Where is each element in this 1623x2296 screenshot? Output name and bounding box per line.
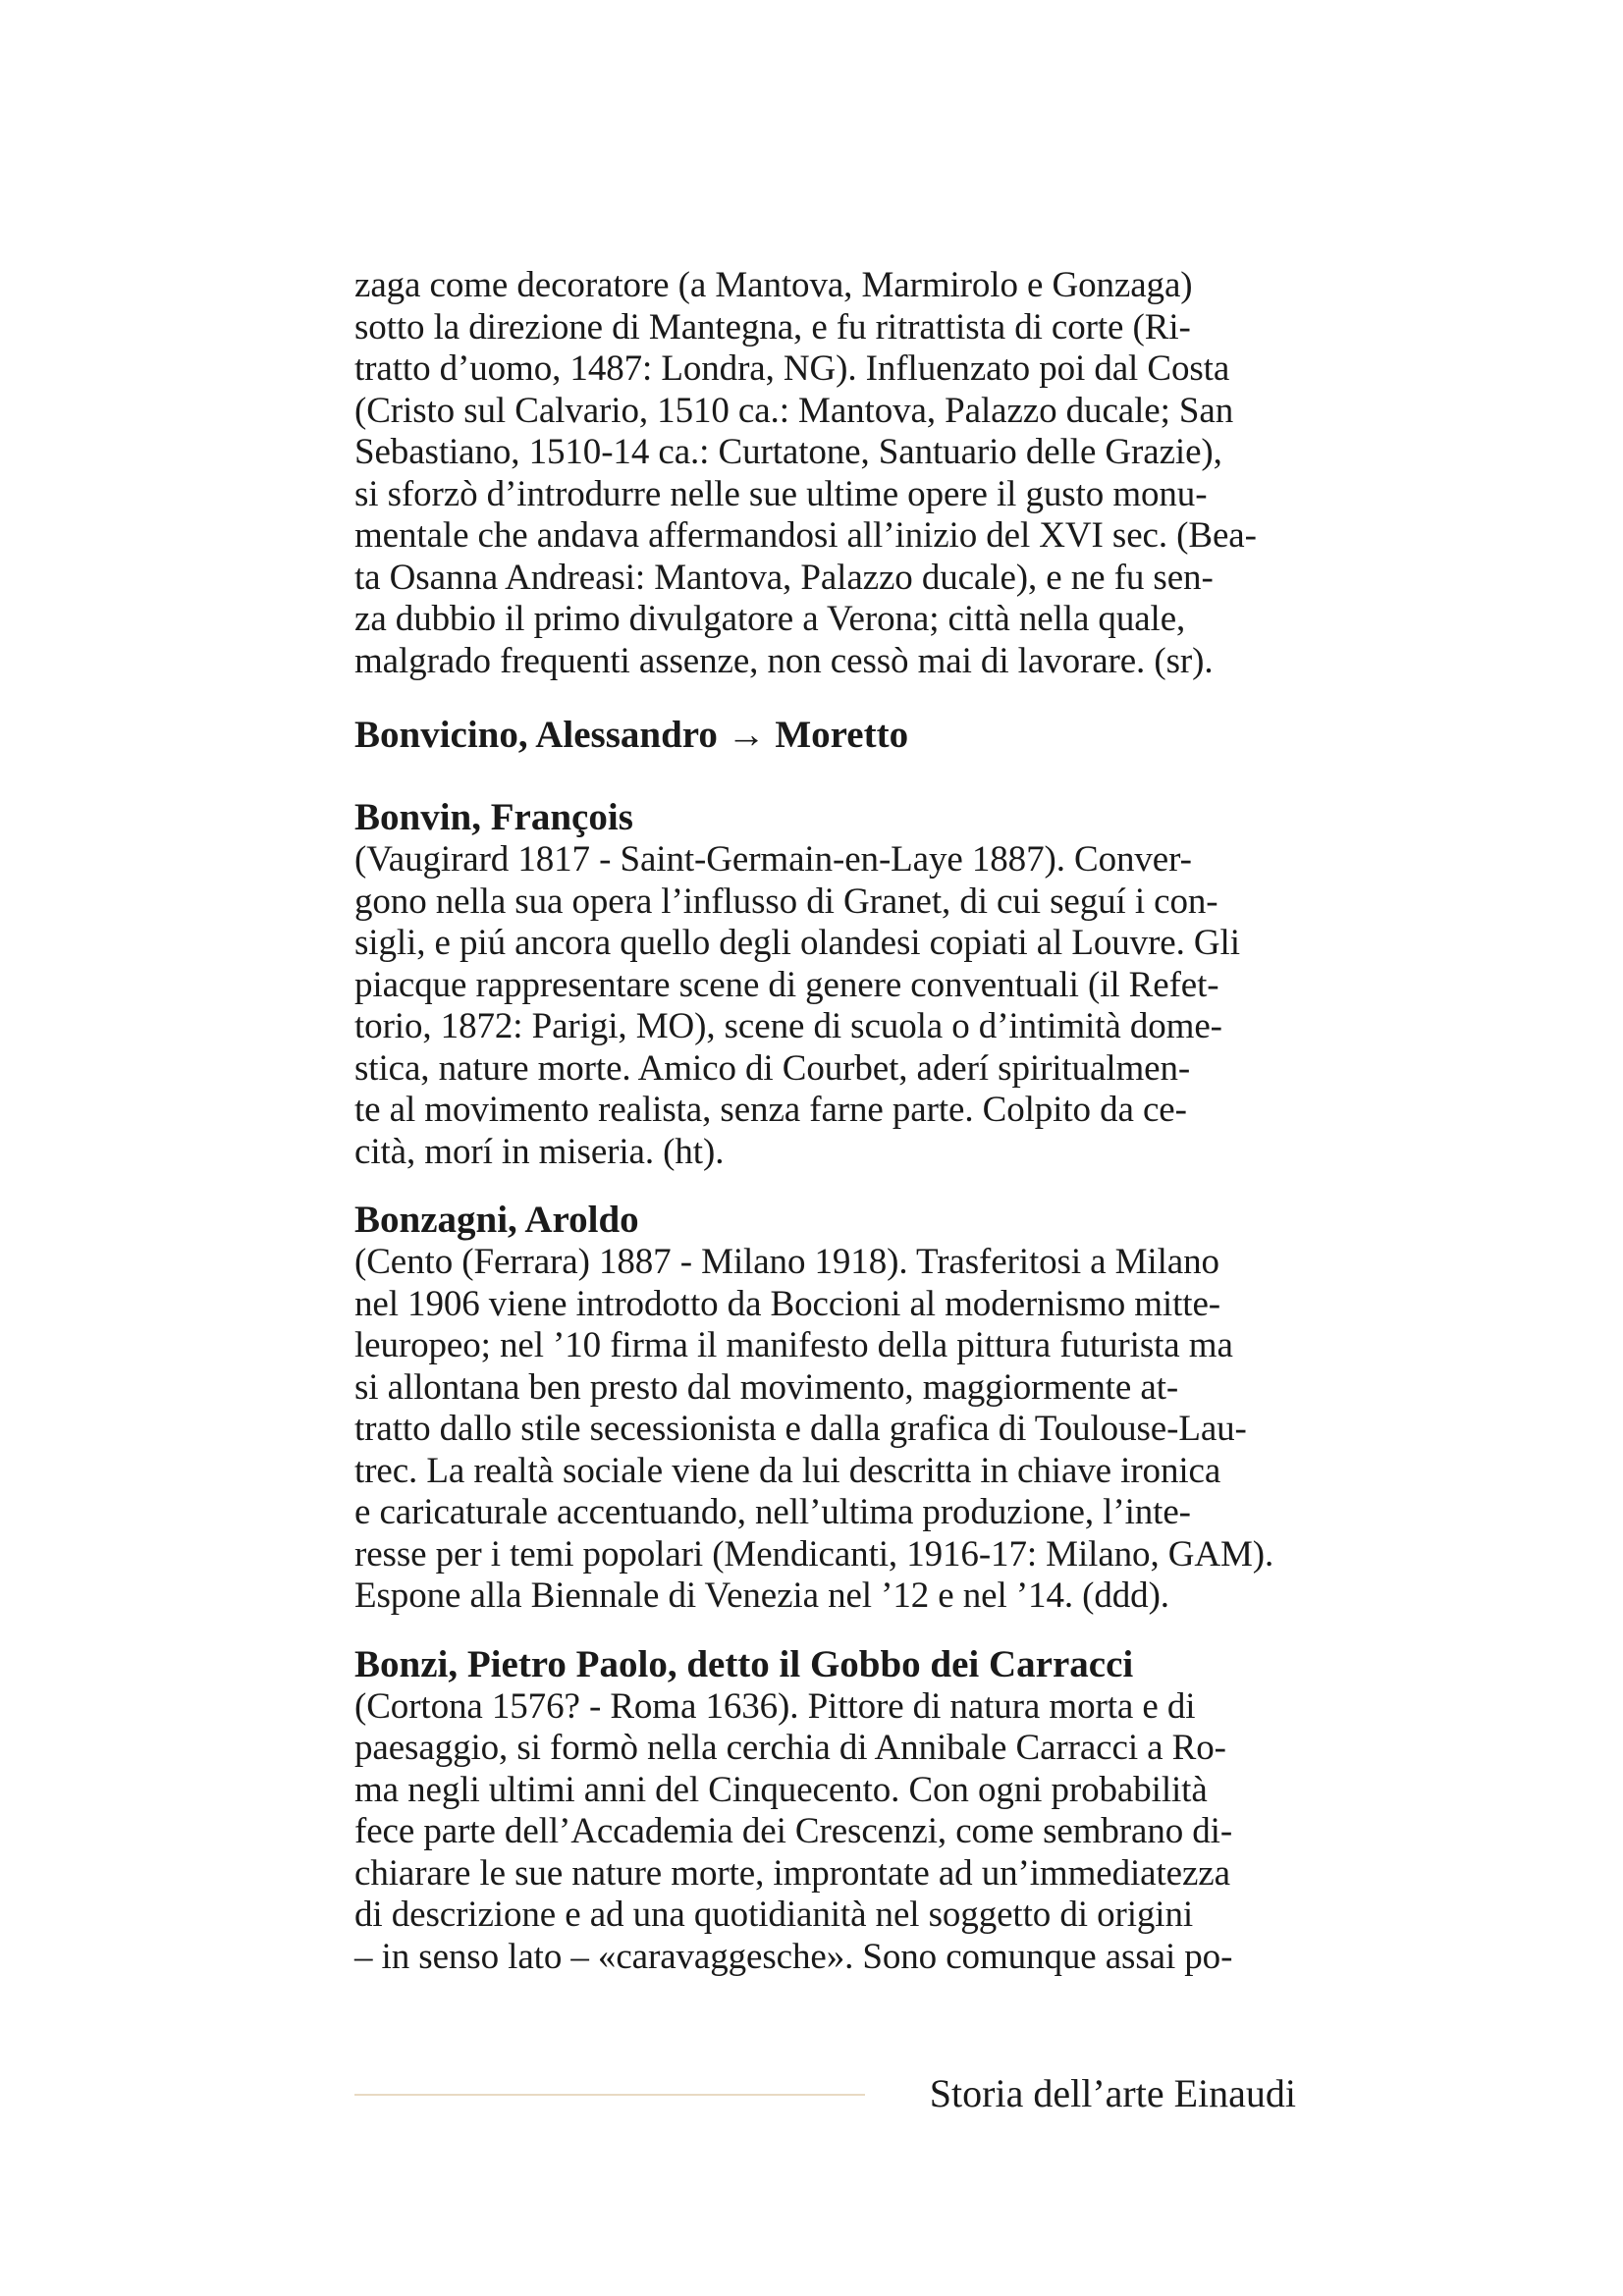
text-line: zaga come decoratore (a Mantova, Marmirolo e Gonzaga) bbox=[354, 265, 1193, 305]
text-line: e caricaturale accentuando, nell’ultima produzione, l’inte- bbox=[354, 1492, 1191, 1532]
text-line: trec. La realtà sociale viene da lui descritta in chiave ironica bbox=[354, 1450, 1221, 1491]
entry-bonvin bbox=[354, 796, 1297, 1173]
text-line: tratto dallo stile secessionista e dalla grafica di Toulouse-Lau- bbox=[354, 1409, 1247, 1449]
text-line: gono nella sua opera l’influsso di Granet, di cui seguí i con- bbox=[354, 881, 1218, 922]
text-line: za dubbio il primo divulgatore a Verona; città nella quale, bbox=[354, 599, 1186, 639]
text-line: piacque rappresentare scene di genere conventuali (il Refet- bbox=[354, 964, 1219, 1005]
text-line: Espone alla Biennale di Venezia nel ’12 e nel ’14. (ddd). bbox=[354, 1575, 1169, 1616]
entry-bonvicino bbox=[354, 714, 1297, 757]
text-line: mentale che andava affermandosi all’inizio del XVI sec. (Bea- bbox=[354, 515, 1257, 556]
text-line: te al movimento realista, senza farne parte. Colpito da ce- bbox=[354, 1090, 1187, 1130]
text-line: malgrado frequenti assenze, non cessò mai di lavorare. (sr). bbox=[354, 640, 1214, 681]
text-line: cità, morí in miseria. (ht). bbox=[354, 1131, 725, 1172]
text-line: sigli, e piú ancora quello degli olandesi copiati al Louvre. Gli bbox=[354, 923, 1240, 963]
text-line: chiarare le sue nature morte, improntate ad un’immediatezza bbox=[354, 1852, 1230, 1894]
text-line: Sebastiano, 1510-14 ca.: Curtatone, Santuario delle Grazie), bbox=[354, 432, 1222, 472]
text-line: (Cortona 1576? - Roma 1636). Pittore di natura morta e di bbox=[354, 1685, 1196, 1727]
footer-title: Storia dell’arte Einaudi bbox=[929, 2071, 1296, 2115]
text-line: leuropeo; nel ’10 firma il manifesto della pittura futurista ma bbox=[354, 1325, 1233, 1365]
entry-bonzi bbox=[354, 1643, 1297, 1979]
text-line: fece parte dell’Accademia dei Crescenzi, come sembrano di- bbox=[354, 1811, 1233, 1851]
entry-heading: Bonzi, Pietro Paolo, detto il Gobbo dei Carracci bbox=[354, 1642, 1134, 1685]
text-line: ta Osanna Andreasi: Mantova, Palazzo ducale), e ne fu sen- bbox=[354, 557, 1214, 598]
text-line: torio, 1872: Parigi, MO), scene di scuola o d’intimità dome- bbox=[354, 1006, 1222, 1046]
text-line: resse per i temi popolari (Mendicanti, 1916-17: Milano, GAM). bbox=[354, 1533, 1274, 1575]
text-line: si sforzò d’introdurre nelle sue ultime opere il gusto monu- bbox=[354, 473, 1208, 514]
text-line: – in senso lato – «caravaggesche». Sono comunque assai po- bbox=[354, 1936, 1233, 1977]
text-line: nel 1906 viene introdotto da Boccioni al modernismo mitte- bbox=[354, 1283, 1221, 1324]
footer-rule bbox=[354, 2094, 865, 2096]
text-line: si allontana ben presto dal movimento, maggiormente at- bbox=[354, 1366, 1179, 1408]
text-line: (Vaugirard 1817 - Saint-Germain-en-Laye 1887). Conver- bbox=[354, 839, 1192, 880]
entry-heading: Bonvicino, Alessandro → Moretto bbox=[354, 714, 909, 756]
text-line: stica, nature morte. Amico di Courbet, aderí spiritualmen- bbox=[354, 1047, 1191, 1089]
entry-heading: Bonvin, François bbox=[354, 796, 633, 838]
text-line: (Cento (Ferrara) 1887 - Milano 1918). Trasferitosi a Milano bbox=[354, 1242, 1219, 1282]
entry-bonzagni bbox=[354, 1199, 1297, 1618]
entry-heading: Bonzagni, Aroldo bbox=[354, 1199, 639, 1241]
text-line: paesaggio, si formò nella cerchia di Annibale Carracci a Ro- bbox=[354, 1728, 1226, 1768]
text-line: ma negli ultimi anni del Cinquecento. Con ogni probabilità bbox=[354, 1769, 1208, 1810]
text-line: (Cristo sul Calvario, 1510 ca.: Mantova, Palazzo ducale; San bbox=[354, 390, 1234, 431]
text-line: di descrizione e ad una quotidianità nel soggetto di origini bbox=[354, 1895, 1194, 1935]
continuation-paragraph bbox=[354, 265, 1297, 682]
page-body bbox=[354, 265, 1297, 1978]
text-line: sotto la direzione di Mantegna, e fu ritrattista di corte (Ri- bbox=[354, 306, 1191, 347]
text-line: tratto d’uomo, 1487: Londra, NG). Influenzato poi dal Costa bbox=[354, 348, 1230, 389]
